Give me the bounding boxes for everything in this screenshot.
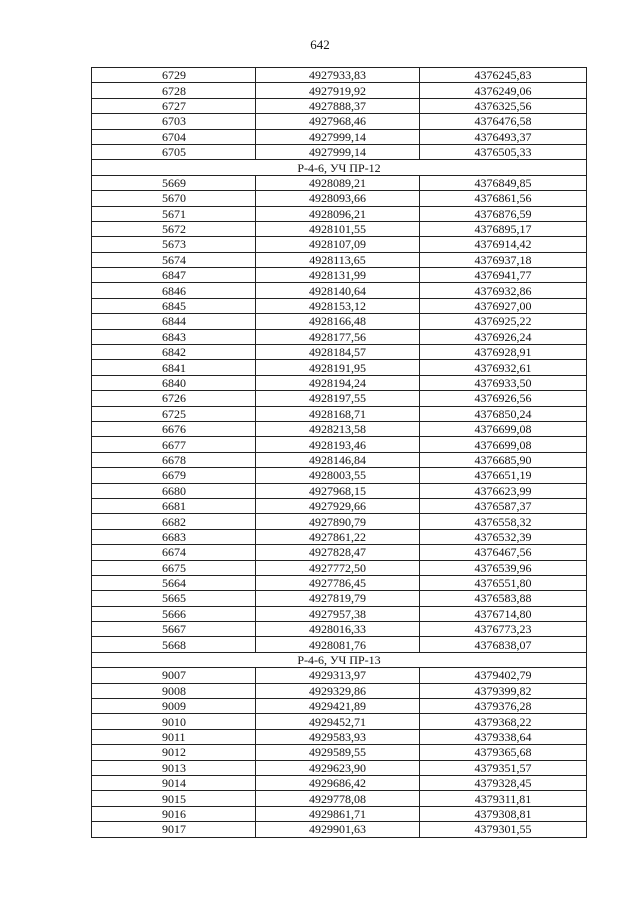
y-coordinate-cell: 4376928,91 (420, 345, 587, 360)
x-coordinate-cell: 4928107,09 (256, 237, 420, 252)
x-coordinate-cell: 4927861,22 (256, 529, 420, 544)
table-row (92, 806, 587, 821)
table-row (92, 268, 587, 283)
y-coordinate-cell: 4376914,42 (420, 237, 587, 252)
section-title: Р-4-6, УЧ ПР-12 (92, 160, 587, 175)
y-coordinate-cell: 4376926,24 (420, 329, 587, 344)
point-number-cell: 9014 (92, 775, 256, 790)
x-coordinate-cell: 4928166,48 (256, 314, 420, 329)
table-row (92, 468, 587, 483)
table-row (92, 822, 587, 837)
point-number-cell: 9017 (92, 822, 256, 837)
point-number-cell: 6846 (92, 283, 256, 298)
y-coordinate-cell: 4376876,59 (420, 206, 587, 221)
table-row (92, 114, 587, 129)
page-number: 642 (310, 37, 330, 52)
x-coordinate-cell: 4927772,50 (256, 560, 420, 575)
x-coordinate-cell: 4927968,46 (256, 114, 420, 129)
x-coordinate-cell: 4928153,12 (256, 298, 420, 313)
y-coordinate-cell: 4376551,80 (420, 575, 587, 590)
table-row (92, 68, 587, 83)
table-row (92, 683, 587, 698)
table-row (92, 345, 587, 360)
table-row (92, 252, 587, 267)
x-coordinate-cell: 4928003,55 (256, 468, 420, 483)
x-coordinate-cell: 4928016,33 (256, 622, 420, 637)
point-number-cell: 9010 (92, 714, 256, 729)
table-row (92, 699, 587, 714)
x-coordinate-cell: 4927929,66 (256, 498, 420, 513)
point-number-cell: 6682 (92, 514, 256, 529)
x-coordinate-cell: 4928113,65 (256, 252, 420, 267)
table-row (92, 144, 587, 159)
x-coordinate-cell: 4929313,97 (256, 668, 420, 683)
x-coordinate-cell: 4928197,55 (256, 391, 420, 406)
x-coordinate-cell: 4928193,46 (256, 437, 420, 452)
section-header-row (92, 160, 587, 175)
y-coordinate-cell: 4376850,24 (420, 406, 587, 421)
x-coordinate-cell: 4928093,66 (256, 191, 420, 206)
point-number-cell: 6678 (92, 452, 256, 467)
table-row (92, 529, 587, 544)
y-coordinate-cell: 4379308,81 (420, 806, 587, 821)
y-coordinate-cell: 4376699,08 (420, 421, 587, 436)
table-row (92, 714, 587, 729)
point-number-cell: 6680 (92, 483, 256, 498)
coordinates-table-body (92, 68, 587, 838)
y-coordinate-cell: 4376651,19 (420, 468, 587, 483)
table-row (92, 206, 587, 221)
table-row (92, 375, 587, 390)
point-number-cell: 6841 (92, 360, 256, 375)
table-row (92, 575, 587, 590)
x-coordinate-cell: 4929421,89 (256, 699, 420, 714)
table-row (92, 83, 587, 98)
y-coordinate-cell: 4376714,80 (420, 606, 587, 621)
table-row (92, 175, 587, 190)
x-coordinate-cell: 4928191,95 (256, 360, 420, 375)
x-coordinate-cell: 4929778,08 (256, 791, 420, 806)
x-coordinate-cell: 4928081,76 (256, 637, 420, 652)
y-coordinate-cell: 4376467,56 (420, 545, 587, 560)
point-number-cell: 5665 (92, 591, 256, 606)
y-coordinate-cell: 4376932,86 (420, 283, 587, 298)
x-coordinate-cell: 4929686,42 (256, 775, 420, 790)
y-coordinate-cell: 4376941,77 (420, 268, 587, 283)
y-coordinate-cell: 4376925,22 (420, 314, 587, 329)
point-number-cell: 5668 (92, 637, 256, 652)
point-number-cell: 6727 (92, 98, 256, 113)
point-number-cell: 9011 (92, 729, 256, 744)
table-row (92, 283, 587, 298)
y-coordinate-cell: 4379399,82 (420, 683, 587, 698)
table-row (92, 668, 587, 683)
table-row (92, 452, 587, 467)
x-coordinate-cell: 4928168,71 (256, 406, 420, 421)
x-coordinate-cell: 4928096,21 (256, 206, 420, 221)
x-coordinate-cell: 4928177,56 (256, 329, 420, 344)
y-coordinate-cell: 4376623,99 (420, 483, 587, 498)
point-number-cell: 5666 (92, 606, 256, 621)
y-coordinate-cell: 4376699,08 (420, 437, 587, 452)
x-coordinate-cell: 4927968,15 (256, 483, 420, 498)
section-header-row (92, 652, 587, 667)
point-number-cell: 6677 (92, 437, 256, 452)
point-number-cell: 5669 (92, 175, 256, 190)
point-number-cell: 6845 (92, 298, 256, 313)
point-number-cell: 6725 (92, 406, 256, 421)
x-coordinate-cell: 4927919,92 (256, 83, 420, 98)
y-coordinate-cell: 4376937,18 (420, 252, 587, 267)
point-number-cell: 9009 (92, 699, 256, 714)
y-coordinate-cell: 4376895,17 (420, 221, 587, 236)
point-number-cell: 5674 (92, 252, 256, 267)
x-coordinate-cell: 4927888,37 (256, 98, 420, 113)
point-number-cell: 6728 (92, 83, 256, 98)
x-coordinate-cell: 4929623,90 (256, 760, 420, 775)
x-coordinate-cell: 4929452,71 (256, 714, 420, 729)
table-row (92, 391, 587, 406)
y-coordinate-cell: 4376927,00 (420, 298, 587, 313)
point-number-cell: 9015 (92, 791, 256, 806)
point-number-cell: 6676 (92, 421, 256, 436)
point-number-cell: 9008 (92, 683, 256, 698)
point-number-cell: 6674 (92, 545, 256, 560)
table-row (92, 745, 587, 760)
point-number-cell: 5672 (92, 221, 256, 236)
table-row (92, 314, 587, 329)
y-coordinate-cell: 4379368,22 (420, 714, 587, 729)
table-row (92, 545, 587, 560)
point-number-cell: 6705 (92, 144, 256, 159)
table-row (92, 498, 587, 513)
y-coordinate-cell: 4379365,68 (420, 745, 587, 760)
x-coordinate-cell: 4929589,55 (256, 745, 420, 760)
x-coordinate-cell: 4929901,63 (256, 822, 420, 837)
table-row (92, 98, 587, 113)
point-number-cell: 6703 (92, 114, 256, 129)
table-row (92, 329, 587, 344)
point-number-cell: 6729 (92, 68, 256, 83)
y-coordinate-cell: 4376476,58 (420, 114, 587, 129)
table-row (92, 791, 587, 806)
point-number-cell: 6843 (92, 329, 256, 344)
x-coordinate-cell: 4928184,57 (256, 345, 420, 360)
coordinates-table (91, 67, 587, 838)
y-coordinate-cell: 4376558,32 (420, 514, 587, 529)
y-coordinate-cell: 4376838,07 (420, 637, 587, 652)
x-coordinate-cell: 4927890,79 (256, 514, 420, 529)
point-number-cell: 9016 (92, 806, 256, 821)
point-number-cell: 5671 (92, 206, 256, 221)
x-coordinate-cell: 4929583,93 (256, 729, 420, 744)
point-number-cell: 5667 (92, 622, 256, 637)
point-number-cell: 6704 (92, 129, 256, 144)
point-number-cell: 6840 (92, 375, 256, 390)
table-row (92, 760, 587, 775)
x-coordinate-cell: 4929329,86 (256, 683, 420, 698)
point-number-cell: 6842 (92, 345, 256, 360)
x-coordinate-cell: 4928194,24 (256, 375, 420, 390)
point-number-cell: 5670 (92, 191, 256, 206)
x-coordinate-cell: 4929861,71 (256, 806, 420, 821)
x-coordinate-cell: 4927819,79 (256, 591, 420, 606)
x-coordinate-cell: 4927828,47 (256, 545, 420, 560)
table-row (92, 560, 587, 575)
y-coordinate-cell: 4376932,61 (420, 360, 587, 375)
y-coordinate-cell: 4379351,57 (420, 760, 587, 775)
y-coordinate-cell: 4376532,39 (420, 529, 587, 544)
point-number-cell: 5673 (92, 237, 256, 252)
y-coordinate-cell: 4376493,37 (420, 129, 587, 144)
x-coordinate-cell: 4928213,58 (256, 421, 420, 436)
table-row (92, 437, 587, 452)
table-row (92, 221, 587, 236)
point-number-cell: 9012 (92, 745, 256, 760)
x-coordinate-cell: 4927999,14 (256, 144, 420, 159)
y-coordinate-cell: 4379376,28 (420, 699, 587, 714)
table-row (92, 729, 587, 744)
table-row (92, 606, 587, 621)
y-coordinate-cell: 4376325,56 (420, 98, 587, 113)
table-row (92, 191, 587, 206)
y-coordinate-cell: 4379402,79 (420, 668, 587, 683)
table-row (92, 483, 587, 498)
y-coordinate-cell: 4376587,37 (420, 498, 587, 513)
point-number-cell: 6847 (92, 268, 256, 283)
table-row (92, 591, 587, 606)
point-number-cell: 6726 (92, 391, 256, 406)
x-coordinate-cell: 4928101,55 (256, 221, 420, 236)
y-coordinate-cell: 4376685,90 (420, 452, 587, 467)
y-coordinate-cell: 4376249,06 (420, 83, 587, 98)
point-number-cell: 5664 (92, 575, 256, 590)
y-coordinate-cell: 4379301,55 (420, 822, 587, 837)
y-coordinate-cell: 4379311,81 (420, 791, 587, 806)
y-coordinate-cell: 4376926,56 (420, 391, 587, 406)
table-row (92, 129, 587, 144)
y-coordinate-cell: 4376505,33 (420, 144, 587, 159)
point-number-cell: 6679 (92, 468, 256, 483)
table-row (92, 237, 587, 252)
table-row (92, 298, 587, 313)
point-number-cell: 6681 (92, 498, 256, 513)
table-row (92, 406, 587, 421)
y-coordinate-cell: 4376583,88 (420, 591, 587, 606)
x-coordinate-cell: 4928089,21 (256, 175, 420, 190)
x-coordinate-cell: 4927999,14 (256, 129, 420, 144)
table-row (92, 775, 587, 790)
point-number-cell: 9013 (92, 760, 256, 775)
table-row (92, 421, 587, 436)
point-number-cell: 6675 (92, 560, 256, 575)
point-number-cell: 6683 (92, 529, 256, 544)
x-coordinate-cell: 4928146,84 (256, 452, 420, 467)
x-coordinate-cell: 4927933,83 (256, 68, 420, 83)
x-coordinate-cell: 4927957,38 (256, 606, 420, 621)
table-row (92, 514, 587, 529)
point-number-cell: 6844 (92, 314, 256, 329)
table-row (92, 622, 587, 637)
x-coordinate-cell: 4927786,45 (256, 575, 420, 590)
y-coordinate-cell: 4379338,64 (420, 729, 587, 744)
point-number-cell: 9007 (92, 668, 256, 683)
y-coordinate-cell: 4376539,96 (420, 560, 587, 575)
y-coordinate-cell: 4376861,56 (420, 191, 587, 206)
y-coordinate-cell: 4376773,23 (420, 622, 587, 637)
x-coordinate-cell: 4928140,64 (256, 283, 420, 298)
section-title: Р-4-6, УЧ ПР-13 (92, 652, 587, 667)
y-coordinate-cell: 4379328,45 (420, 775, 587, 790)
y-coordinate-cell: 4376933,50 (420, 375, 587, 390)
table-row (92, 637, 587, 652)
table-row (92, 360, 587, 375)
x-coordinate-cell: 4928131,99 (256, 268, 420, 283)
y-coordinate-cell: 4376849,85 (420, 175, 587, 190)
y-coordinate-cell: 4376245,83 (420, 68, 587, 83)
